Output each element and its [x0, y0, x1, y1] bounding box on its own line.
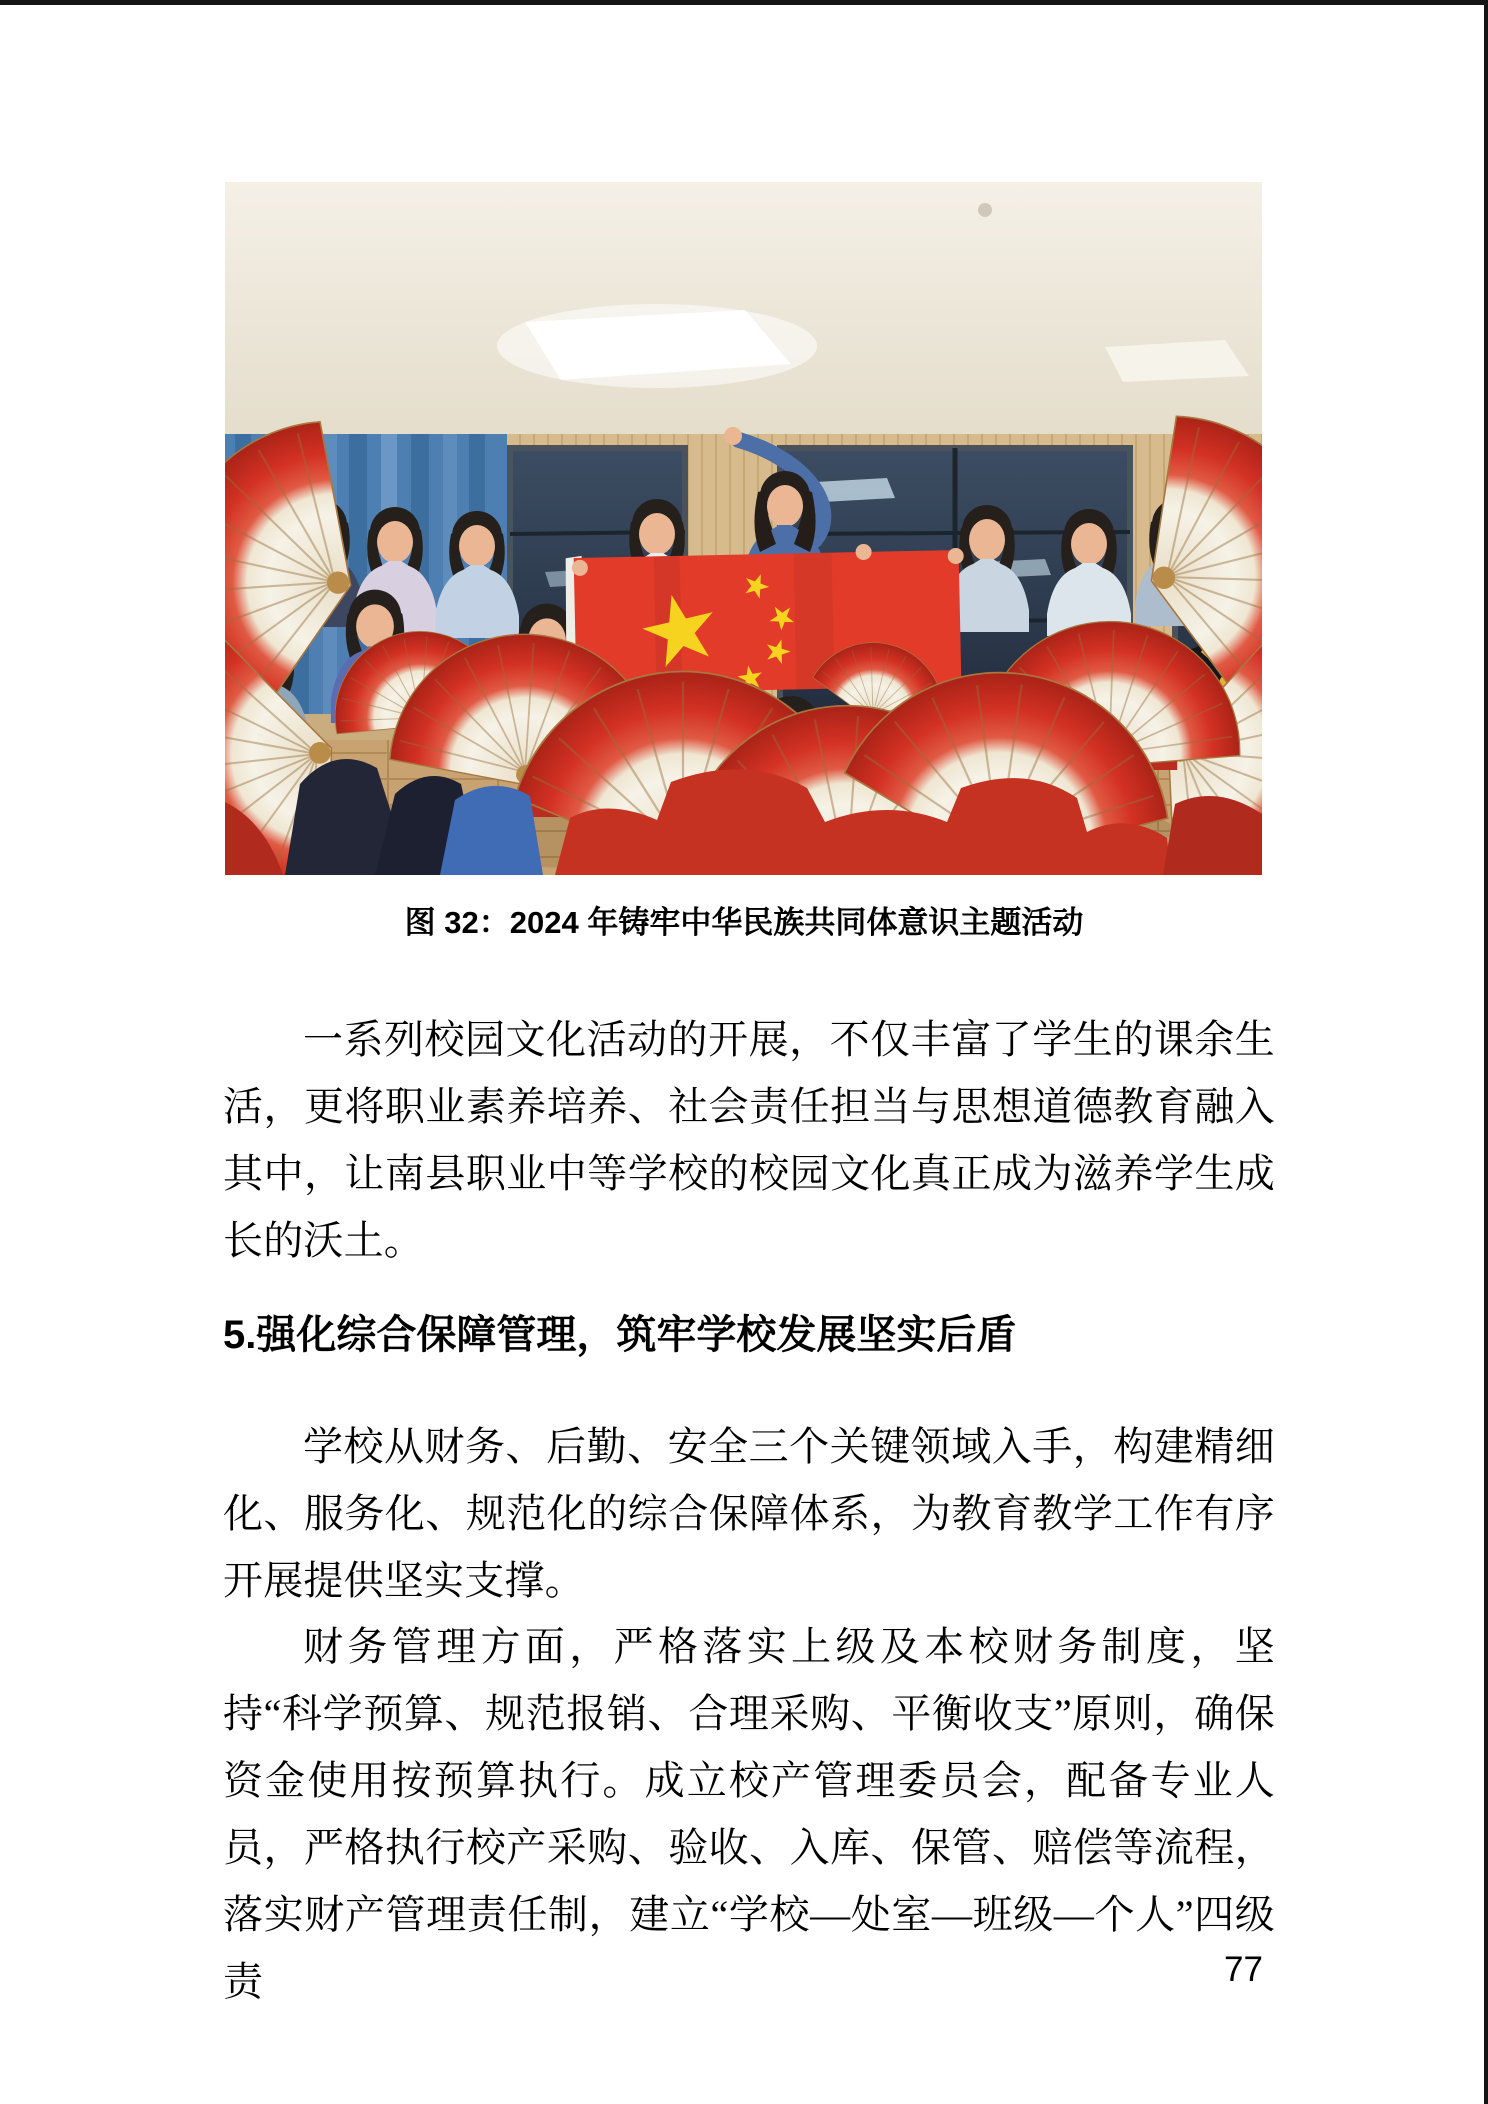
photo-illustration [225, 182, 1262, 875]
figure-caption: 图 32：2024 年铸牢中华民族共同体意识主题活动 [404, 905, 1084, 940]
section-heading-5: 5.强化综合保障管理，筑牢学校发展坚实后盾 [223, 1313, 1017, 1357]
top-border-line [0, 0, 1488, 5]
right-border-line [1484, 0, 1488, 2104]
paragraph-finance-management: 财务管理方面，严格落实上级及本校财务制度，坚持“科学预算、规范报销、合理采购、平衡收支”原则，确保资金使用按预算执行。成立校产管理委员会，配备专业人员，严格执行校产采购、验收、入库、保管、赔偿等流程，落实财产管理责任制，建立“学校—处室—班级—个人”四级责 [223, 1624, 1275, 2004]
page-number: 77 [1224, 1950, 1263, 1989]
paragraph-campus-culture: 一系列校园文化活动的开展，不仅丰富了学生的课余生活，更将职业素养培养、社会责任担当与思想道德教育融入其中，让南县职业中等学校的校园文化真正成为滋养学生成长的沃土。 [223, 1017, 1275, 1263]
paragraph-support-system: 学校从财务、后勤、安全三个关键领域入手，构建精细化、服务化、规范化的综合保障体系，为教育教学工作有序开展提供坚实支撑。 [223, 1424, 1275, 1603]
photo-figure-32 [225, 182, 1262, 875]
ceiling [225, 182, 1262, 440]
smoke-detector [978, 203, 992, 217]
